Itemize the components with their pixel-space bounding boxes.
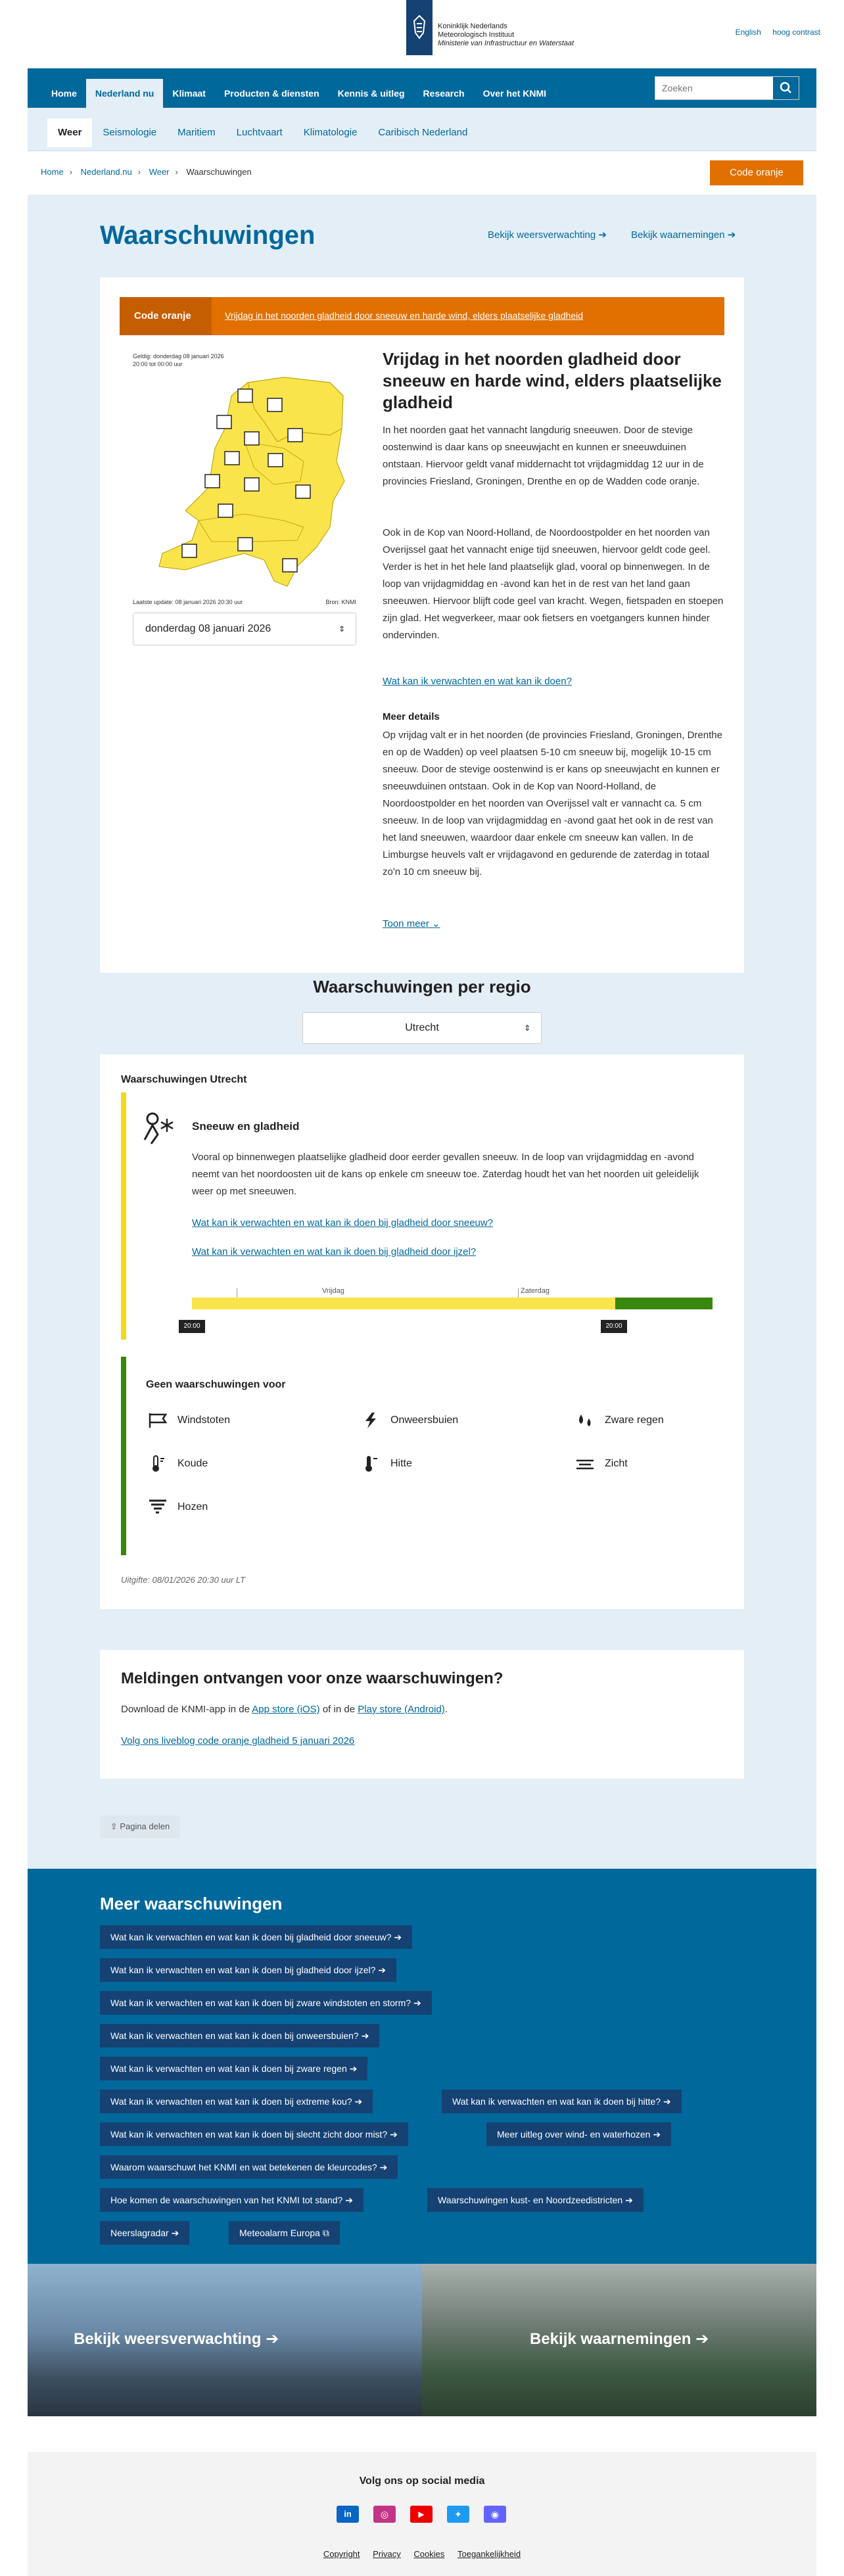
arrow-right-icon: ➔ (394, 1932, 402, 1942)
map-valid-time: 20:00 tot 00:00 uur (133, 361, 183, 367)
more-btn-sneeuw[interactable] (100, 1925, 412, 1949)
arrow-right-icon: ➔ (695, 2330, 709, 2348)
more-btn-label: Wat kan ik verwachten en wat kan ik doen bij gladheid door sneeuw? (110, 1932, 392, 1942)
more-btn-label: Waarschuwingen kust- en Noordzeedistricten (438, 2195, 623, 2205)
lightning-icon (360, 1412, 381, 1429)
more-btn-regen[interactable] (100, 2057, 367, 2080)
tornado-icon (147, 1499, 168, 1516)
arrow-right-icon: ➔ (598, 229, 607, 241)
arrow-right-icon: ➔ (378, 1965, 386, 1975)
more-btn-label: Neerslagradar (110, 2228, 169, 2238)
knmi-logo[interactable] (406, 0, 433, 55)
youtube-icon[interactable]: ▶ (410, 2506, 433, 2523)
footer-link-privacy[interactable]: Privacy (373, 2549, 401, 2559)
page-title: Waarschuwingen (100, 221, 316, 250)
snow-warning (121, 1092, 726, 1340)
top-links (726, 28, 820, 37)
sub-nav (28, 108, 816, 151)
forecast-promo[interactable] (28, 2264, 422, 2416)
notify-card (100, 1650, 744, 1779)
notify-text-end: . (444, 1704, 448, 1715)
no-warnings-box (121, 1357, 726, 1555)
arrow-right-icon: ➔ (266, 2330, 279, 2348)
more-btn-hitte[interactable] (442, 2090, 682, 2113)
chevron-down-icon: ⌄ (432, 918, 440, 929)
snow-link[interactable]: Wat kan ik verwachten en wat kan ik doen bij gladheid door sneeuw? (192, 1217, 494, 1229)
more-btn-label: Waarom waarschuwt het KNMI en wat betekenen de kleurcodes? (110, 2162, 377, 2172)
observations-promo[interactable] (422, 2264, 816, 2416)
org-name (438, 22, 574, 48)
arrow-right-icon: ➔ (390, 2129, 398, 2140)
alert-headline: Vrijdag in het noorden gladheid door sneeuw en harde wind, elders plaatselijke gladheid (383, 349, 722, 412)
thermometer-hot-icon (360, 1455, 381, 1472)
more-title: Meer waarschuwingen (100, 1894, 283, 1913)
time-start: 20:00 (179, 1320, 205, 1333)
main-nav (28, 68, 816, 108)
android-link[interactable]: Play store (Android) (358, 1704, 445, 1715)
more-warnings (28, 1869, 816, 2264)
more-btn-ijzel[interactable] (100, 1958, 396, 1982)
main-content (28, 195, 816, 1869)
thermometer-cold-icon (147, 1455, 168, 1472)
more-btn-label: Wat kan ik verwachten en wat kan ik doen bij zware windstoten en storm? (110, 1998, 411, 2008)
time-end: 20:00 (601, 1320, 627, 1333)
show-more-link[interactable] (383, 918, 440, 929)
arrow-right-icon: ➔ (349, 2063, 358, 2074)
crest-icon (411, 14, 427, 41)
more-btn-kust[interactable] (427, 2188, 644, 2212)
breadcrumb (41, 167, 252, 177)
nav-item-kennis[interactable]: Kennis & uitleg (337, 88, 405, 99)
share-button[interactable] (100, 1815, 180, 1838)
arrow-right-icon: ➔ (625, 2195, 633, 2205)
code-banner-link[interactable]: Vrijdag in het noorden gladheid door sneeuw en harde wind, elders plaatselijke gladheid (225, 310, 584, 321)
wind-gust-icon (147, 1412, 168, 1429)
linkedin-icon[interactable]: in (337, 2506, 359, 2523)
no-warn-thunder (390, 1415, 458, 1426)
chevron-right-icon: › (175, 167, 178, 177)
no-warn-tornado (177, 1501, 208, 1513)
site-header (0, 0, 844, 66)
subnav-item-maritiem[interactable]: Maritiem (177, 127, 216, 138)
arrow-right-icon: ➔ (345, 2195, 353, 2205)
more-btn-storm[interactable] (100, 1991, 432, 2015)
timeline-day1: Vrijdag (322, 1287, 344, 1295)
observations-link[interactable] (631, 229, 736, 241)
regions-title: Waarschuwingen per regio (313, 977, 531, 996)
no-warn-label: Zware regen (605, 1415, 664, 1426)
notify-text-pre: Download de KNMI-app in de (121, 1704, 252, 1715)
more-btn-label: Wat kan ik verwachten en wat kan ik doen bij slecht zicht door mist? (110, 2129, 388, 2140)
alert-para2: Ook in de Kop van Noord-Holland, de Noordoostpolder en het noorden van Overijssel gaat het vannacht enige tijd sneeuwen, hiervoor geldt code geel. Verder is het in het hele land plaatselijk glad, vooral op binnenwegen. In de loop van vrijdagmiddag en -avond kan het in de rest van het land gaan sneeuwen. Hiervoor blijft code geel van kracht. Wegen, fietspaden en stoepen zijn glad. Het wegverkeer, maar ook fietsers en voetgangers kunnen hinder ondervinden. (383, 527, 724, 641)
more-btn-kou[interactable] (100, 2090, 373, 2113)
issued-time: Uitgifte: 08/01/2026 20:30 uur LT (121, 1575, 246, 1585)
nav-item-producten[interactable]: Producten & diensten (223, 88, 319, 99)
map-source: Bron: KNMI (325, 599, 356, 605)
subnav-item-weer[interactable]: Weer (47, 118, 92, 147)
forecast-link-label: Bekijk weersverwachting (488, 229, 596, 241)
twitter-icon[interactable]: ✦ (447, 2506, 469, 2523)
notify-text (121, 1704, 448, 1715)
nav-item-home[interactable]: Home (51, 88, 77, 99)
breadcrumb-nederland[interactable]: Nederland.nu (80, 167, 132, 177)
subnav-item-klimatologie[interactable]: Klimatologie (303, 127, 358, 138)
forecast-link[interactable] (488, 229, 607, 241)
more-btn-mist[interactable] (100, 2122, 408, 2146)
code-banner (120, 297, 724, 335)
region-card-title: Waarschuwingen Utrecht (121, 1074, 247, 1085)
arrow-right-icon: ➔ (171, 2228, 179, 2238)
more-btn-label: Hoe komen de waarschuwingen van het KNMI tot stand? (110, 2195, 343, 2205)
liveblog-link[interactable]: Volg ons liveblog code oranje gladheid 5 januari 2026 (121, 1735, 355, 1746)
region-select-value: Utrecht (405, 1022, 439, 1033)
notify-title: Meldingen ontvangen voor onze waarschuwingen? (121, 1670, 504, 1687)
code-orange-button[interactable]: Code oranje (710, 160, 803, 185)
search-icon (773, 77, 799, 99)
footer-links (28, 2549, 816, 2559)
no-warn-rain (605, 1415, 664, 1426)
show-more-label: Toon meer (383, 918, 429, 929)
arrow-right-icon: ➔ (653, 2129, 661, 2140)
more-details-para: Op vrijdag valt er in het noorden (de provincies Friesland, Groningen, Drenthe en op de Wadden) op veel plaatsen 5-10 cm sneeuw bij, mogelijk 10-15 cm sneeuw. Door de stevige oostenwind is er kans op sneeuwjacht en kunnen er sneeuwduinen ontstaan. Ook in de Kop van Noord-Holland, de Noordoostpolder en het noorden van Overijssel valt er vannacht ca. 5 cm sneeuw. In de loop van vrijdagmiddag en -avond gaat het ook in de rest van het land sneeuwen, waardoor daar enkele cm sneeuw kan vallen. In de Limburgse heuvels valt er vrijdagavond en gedurende de zaterdag in totaal zo'n 10 cm sneeuw bij. (383, 730, 722, 878)
no-warn-label: Windstoten (177, 1415, 231, 1426)
date-select[interactable] (133, 613, 356, 645)
subnav-item-luchtvaart[interactable]: Luchtvaart (236, 127, 283, 138)
external-link-icon: ⧉ (322, 2228, 329, 2238)
org-line2: Meteorologisch Instituut (438, 31, 515, 39)
no-warn-heat (390, 1458, 412, 1470)
chevron-right-icon: › (137, 167, 141, 177)
more-btn-label: Wat kan ik verwachten en wat kan ik doen bij hitte? (452, 2096, 661, 2107)
region-select[interactable] (302, 1012, 542, 1044)
no-warn-fog (605, 1458, 628, 1470)
warning-map[interactable] (133, 352, 356, 609)
more-btn-label: Wat kan ik verwachten en wat kan ik doen bij gladheid door ijzel? (110, 1965, 376, 1975)
no-warn-label: Hozen (177, 1501, 208, 1512)
timeline-day2: Zaterdag (521, 1287, 550, 1295)
more-btn-radar[interactable] (100, 2221, 189, 2245)
instagram-icon[interactable]: ◎ (373, 2506, 396, 2523)
nav-item-research[interactable]: Research (423, 88, 465, 99)
nav-item-nederland-nu[interactable]: Nederland nu (86, 79, 163, 108)
arrow-right-icon: ➔ (379, 2162, 388, 2172)
fog-icon (574, 1455, 596, 1472)
what-to-expect-link[interactable]: Wat kan ik verwachten en wat kan ik doen? (383, 676, 572, 687)
org-line3: Ministerie van Infrastructuur en Waterstaat (438, 39, 574, 47)
subnav-item-seismologie[interactable]: Seismologie (103, 127, 157, 138)
arrow-right-icon: ➔ (361, 2030, 369, 2041)
no-warn-wind (177, 1415, 230, 1426)
netherlands-map (133, 369, 356, 593)
code-label: Code oranje (120, 297, 212, 335)
select-arrows-icon: ⇕ (338, 624, 345, 634)
org-line1: Koninklijk Nederlands (438, 22, 507, 30)
arrow-right-icon: ➔ (354, 2096, 363, 2107)
more-btn-label: Meteoalarm Europa (239, 2228, 320, 2238)
map-update: Laatste update: 08 januari 2026 20:30 uur (133, 599, 243, 605)
breadcrumb-weer[interactable]: Weer (149, 167, 170, 177)
forecast-promo-label (74, 2330, 279, 2349)
observations-promo-text: Bekijk waarnemingen (530, 2330, 692, 2348)
alert-card (100, 277, 744, 973)
more-details-title: Meer details (383, 711, 440, 722)
warn-text: Vooral op binnenwegen plaatselijke gladheid door eerder gevallen sneeuw. In de loop van vrijdagmiddag en -avond neemt van het noordoosten uit de kans op enkele cm sneeuw toe. Zaterdag houdt het van het noorden uit geleidelijk weer op met sneeuwen. (192, 1152, 699, 1197)
ios-link[interactable]: App store (iOS) (252, 1704, 320, 1715)
more-btn-meteoalarm[interactable] (229, 2221, 340, 2245)
forecast-promo-text: Bekijk weersverwachting (74, 2330, 262, 2348)
subnav-item-caribisch[interactable]: Caribisch Nederland (378, 127, 468, 138)
no-warn-title: Geen waarschuwingen voor (146, 1379, 286, 1390)
footer (28, 2452, 816, 2576)
nav-item-over[interactable]: Over het KNMI (482, 88, 547, 99)
breadcrumb-home[interactable]: Home (41, 167, 64, 177)
search-button[interactable] (772, 77, 799, 99)
breadcrumb-current: Waarschuwingen (186, 167, 252, 177)
arrow-right-icon: ➔ (663, 2096, 671, 2107)
more-btn-hozen[interactable] (486, 2122, 671, 2146)
no-warn-label: Onweersbuien (390, 1415, 459, 1426)
warning-timeline (192, 1298, 713, 1309)
more-btn-kleurcodes[interactable] (100, 2155, 398, 2179)
more-btn-label: Wat kan ik verwachten en wat kan ik doen bij onweersbuien? (110, 2030, 359, 2041)
share-icon: ⇪ (110, 1821, 118, 1831)
no-warn-label: Hitte (390, 1458, 412, 1469)
arrow-right-icon: ➔ (413, 1998, 421, 2008)
mastodon-icon[interactable]: ◉ (484, 2506, 506, 2523)
share-label: Pagina delen (120, 1821, 170, 1831)
more-btn-label: Wat kan ik verwachten en wat kan ik doen bij extreme kou? (110, 2096, 352, 2107)
alert-para1: In het noorden gaat het vannacht langdurig sneeuwen. Door de stevige oostenwind is daar kans op sneeuwjacht en kunnen er sneeuwduinen ontstaan. Hiervoor geldt vanaf middernacht tot vrijdagmiddag 12 uur in de provincies Friesland, Groningen, Drenthe en op de Wadden code oranje. (383, 425, 704, 487)
ice-link[interactable]: Wat kan ik verwachten en wat kan ik doen bij gladheid door ijzel? (192, 1246, 477, 1257)
no-warn-label: Zicht (605, 1458, 628, 1469)
search-input[interactable] (655, 77, 767, 99)
timeline-green (615, 1298, 713, 1309)
more-btn-label: Wat kan ik verwachten en wat kan ik doen bij zware regen (110, 2063, 347, 2074)
select-arrows-icon: ⇕ (523, 1023, 530, 1033)
footer-link-copyright[interactable]: Copyright (323, 2549, 360, 2559)
snow-ice-icon (141, 1110, 177, 1146)
breadcrumb-bar (28, 152, 816, 193)
contrast-link[interactable]: hoog contrast (772, 28, 820, 37)
social-title: Volg ons op social media (359, 2475, 485, 2487)
nav-item-klimaat[interactable]: Klimaat (172, 88, 206, 99)
no-warn-label: Koude (177, 1458, 208, 1469)
more-btn-totstand[interactable] (100, 2188, 363, 2212)
warn-title: Sneeuw en gladheid (192, 1120, 300, 1133)
arrow-right-icon: ➔ (727, 229, 736, 241)
observations-promo-label (530, 2330, 709, 2349)
rain-drops-icon (574, 1412, 596, 1429)
more-btn-onweer[interactable] (100, 2024, 379, 2048)
footer-link-cookies[interactable]: Cookies (413, 2549, 445, 2559)
region-card (100, 1054, 744, 1609)
date-select-value: donderdag 08 januari 2026 (145, 623, 271, 634)
no-warn-cold (177, 1458, 208, 1470)
english-link[interactable]: English (735, 28, 761, 37)
more-btn-label: Meer uitleg over wind- en waterhozen (497, 2129, 651, 2140)
map-valid: Geldig: donderdag 08 januari 2026 (133, 353, 224, 360)
chevron-right-icon: › (69, 167, 73, 177)
notify-text-mid: of in de (319, 1704, 358, 1715)
search-box (655, 76, 799, 100)
footer-link-toegankelijkheid[interactable]: Toegankelijkheid (457, 2549, 521, 2559)
observations-link-label: Bekijk waarnemingen (631, 229, 725, 241)
